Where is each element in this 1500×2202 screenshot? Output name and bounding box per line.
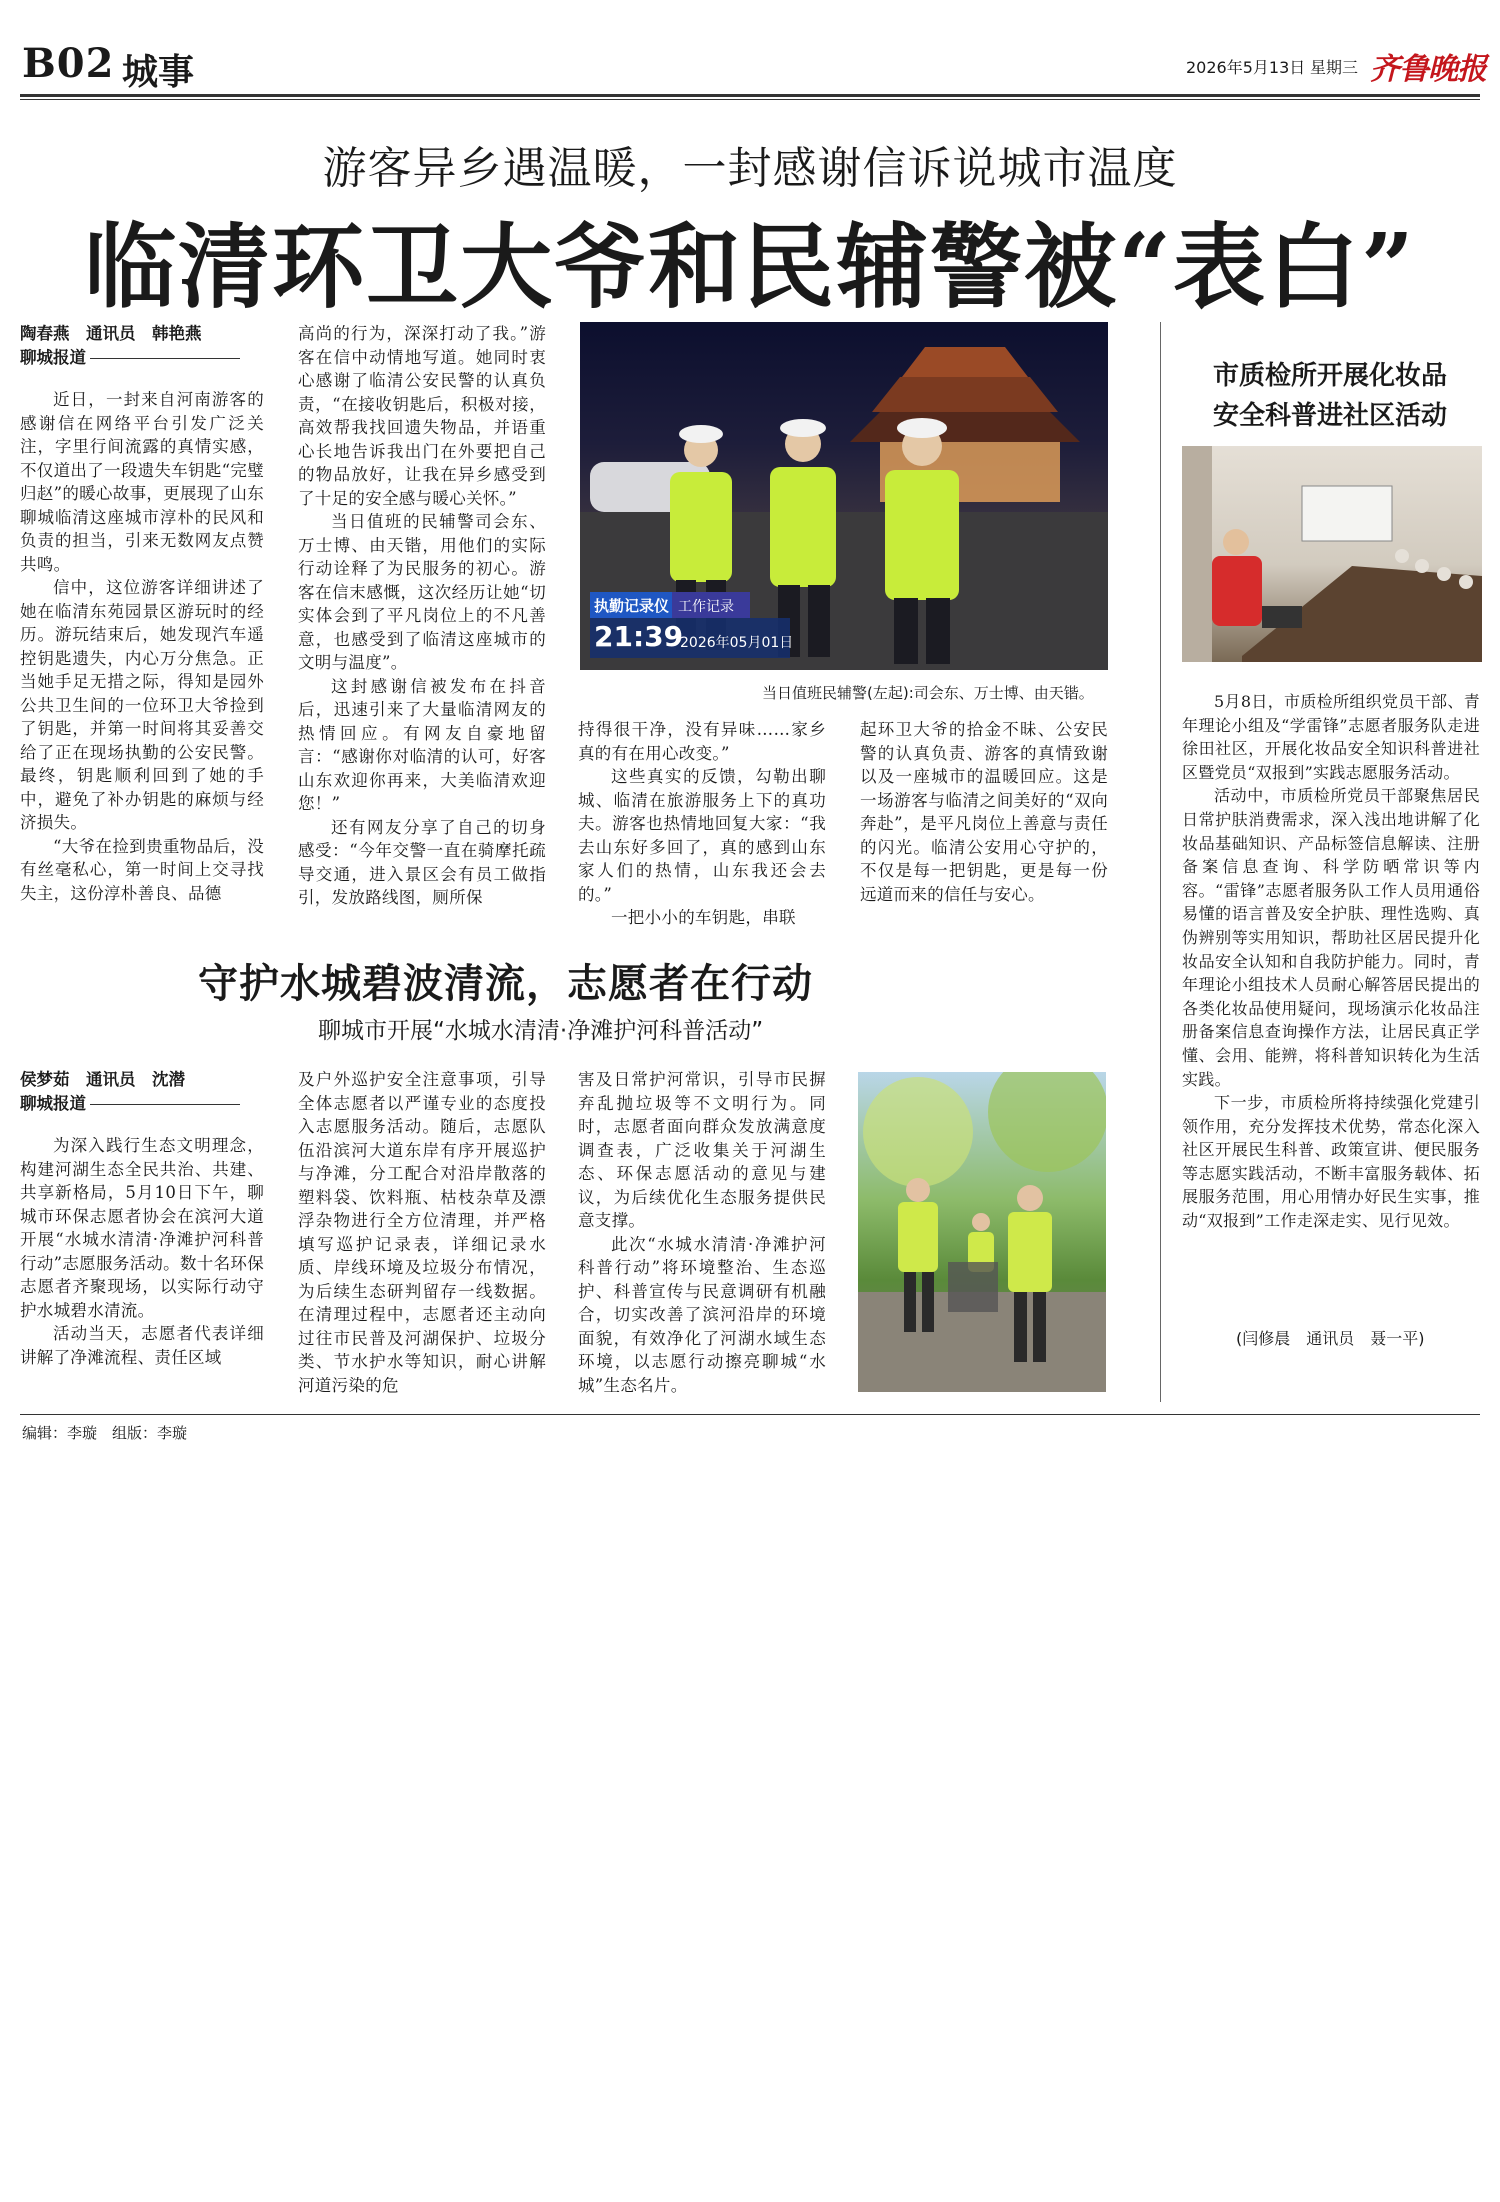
article1-column-4 [860,718,1108,906]
paragraph: 起环卫大爷的拾金不昧、公安民警的认真负责、游客的真情致谢以及一座城市的温暖回应。这是一场游客与临清之间美好的“双向奔赴”，是平凡岗位上善意与责任的闪光。临清公安用心守护的，不仅是每一把钥匙，更是每一份远道而来的信任与安心。 [860,720,1108,904]
article2-byline [20,1068,240,1116]
paragraph: 下一步，市质检所将持续强化党建引领作用，充分发挥技术优势，常态化深入社区开展民生科普、政策宣讲、便民服务等志愿实践活动，不断丰富服务载体、拓展服务范围，用心用情办好民生实事，推动“双报到”工作走深走实、见行见效。 [1182,1093,1480,1231]
paragraph: 及户外巡护安全注意事项，引导全体志愿者以严谨专业的态度投入志愿服务活动。随后，志愿队伍沿滨河大道东岸有序开展巡护与净滩，分工配合对沿岸散落的塑料袋、饮料瓶、枯枝杂草及漂浮杂物进行全方位清理，并严格填写巡护记录表，详细记录水质、岸线环境及垃圾分布情况，为后续生态研判留存一线数据。在清理过程中，志愿者还主动向过往市民普及河湖保护、垃圾分类、节水护水等知识，耐心讲解河道污染的危 [298,1070,546,1395]
page-code: B02 [22,40,115,87]
newspaper-logo: 齐鲁晚报 [1370,52,1486,87]
article1-dateline [20,346,240,370]
paragraph: “大爷在捡到贵重物品后，没有丝毫私心，第一时间上交寻找失主，这份淳朴善良、品德 [20,836,264,903]
article1-author: 陶春燕 通讯员 韩艳燕 [20,324,202,343]
article3-headline-line1: 市质检所开展化妆品 [1212,361,1447,391]
paragraph: 此次“水城水清清·净滩护河科普行动”将环境整治、生态巡护、科普宣传与民意调研有机融合，切实改善了滨河沿岸的环境面貌，有效净化了河湖水域生态环境，以志愿行动擦亮聊城“水城”生态名片。 [578,1234,826,1395]
article2-column-1 [20,1134,264,1369]
recorder-date: 2026年05月01日 [680,635,794,651]
article2-photo [858,1072,1106,1392]
article2-dateline-text: 聊城报道 [20,1094,86,1113]
paragraph: 害及日常护河常识，引导市民摒弃乱抛垃圾等不文明行为。同时，志愿者面向群众发放满意度调查表，广泛收集关于河湖生态、环保志愿活动的意见与建议，为后续优化生态服务提供民意支撑。 [578,1070,826,1230]
article1-byline [20,322,240,370]
paragraph: 近日，一封来自河南游客的感谢信在网络平台引发广泛关注，字里行间流露的真情实感，不仅道出了一段遗失车钥匙“完璧归赵”的暖心故事，更展现了山东聊城临清这座城市淳朴的民风和负责的担当，引来无数网友点赞共鸣。 [20,390,264,574]
night-duty-photo-illustration [580,322,1108,670]
paragraph: 5月8日，市质检所组织党员干部、青年理论小组及“学雷锋”志愿者服务队走进徐田社区，开展化妆品安全知识科普进社区暨党员“双报到”实践志愿服务活动。 [1182,692,1480,782]
paragraph: 这封感谢信被发布在抖音后，迅速引来了大量临清网友的热情回应。有网友自豪地留言：“感谢你对临清的认可，好客山东欢迎你再来，大美临清欢迎您！” [298,676,546,813]
paragraph: 一把小小的车钥匙，串联 [611,908,796,927]
article3-photo [1182,446,1482,662]
article1-column-2 [298,322,546,910]
dateline-underline [90,1104,240,1105]
article2-dateline [20,1092,240,1116]
article2-column-3 [578,1068,826,1397]
community-lecture-photo-illustration [1182,446,1482,662]
footer-rule [20,1414,1480,1415]
article3-headline-line2: 安全科普进社区活动 [1212,401,1447,431]
paragraph: 活动中，市质检所党员干部聚焦居民日常护肤消费需求，深入浅出地讲解了化妆品基础知识、产品标签信息解读、注册备案信息查询、科学防晒常识等内容。“雷锋”志愿者服务队工作人员用通俗易懂的语言普及安全护肤、理性选购、真伪辨别等实用知识，帮助社区居民提升化妆品安全认知和自我防护能力。同时，青年理论小组技术人员耐心解答居民提出的各类化妆品使用疑问，现场演示化妆品注册备案信息查询操作方法，让居民真正学懂、会用、能辨，将科普知识转化为生活实践。 [1182,786,1480,1089]
volunteers-photo-illustration [858,1072,1106,1392]
paragraph: 为深入践行生态文明理念，构建河湖生态全民共治、共建、共享新格局，5月10日下午，聊城市环保志愿者协会在滨河大道开展“水城水清清·净滩护河科普行动”志愿服务活动。数十名环保志愿者齐聚现场，以实际行动守护水城碧水清流。 [20,1136,264,1320]
section-name: 城事 [122,52,195,93]
article2-subheadline: 聊城市开展“水城水清清·净滩护河科普活动” [318,1018,764,1044]
article1-column-1 [20,388,264,905]
paragraph: 这些真实的反馈，勾勒出聊城、临清在旅游服务上下的真功夫。游客也热情地回复大家：“我去山东好多回了，真的感到山东家人们的热情，山东我还会去的。” [578,767,826,904]
header-rule [20,94,1480,97]
article2-column-2 [298,1068,546,1397]
paragraph: 活动当天，志愿者代表详细讲解了净滩流程、责任区域 [20,1324,264,1367]
paragraph: 信中，这位游客详细讲述了她在临清东苑园景区游玩时的经历。游玩结束后，她发现汽车遥控钥匙遗失，内心万分焦急。正当她手足无措之际，得知是园外公共卫生间的一位环卫大爷捡到了钥匙，并第一时间将其妥善交给了正在现场执勤的公安民警。最终，钥匙顺利回到了她的手中，避免了补办钥匙的麻烦与经济损失。 [20,578,264,832]
recorder-tag: 工作记录 [678,599,734,615]
paragraph: 还有网友分享了自己的切身感受：“今年交警一直在骑摩托疏导交通，进入景区会有员工做指引，发放路线图，厕所保 [298,817,546,907]
article1-kicker: 游客异乡遇温暖，一封感谢信诉说城市温度 [322,143,1178,194]
article3-headline [1180,356,1480,436]
header-rule-thin [20,99,1480,100]
article1-dateline-text: 聊城报道 [20,348,86,367]
issue-date: 2026年5月13日 [1186,58,1306,77]
paragraph: 持得很干净，没有异味……家乡真的有在用心改变。” [578,720,826,763]
recorder-time: 21:39 [594,620,684,653]
article2-headline: 守护水城碧波清流，志愿者在行动 [198,960,813,1007]
article1-photo [580,322,1108,670]
article3-signature: (闫修晨 通讯员 聂一平) [1236,1329,1425,1348]
issue-weekday: 星期三 [1310,58,1359,77]
column-divider [1160,322,1161,1402]
article2-author: 侯梦茹 通讯员 沈潜 [20,1070,185,1089]
dateline-underline [90,358,240,359]
paragraph: 当日值班的民辅警司会东、万士博、由天锴，用他们的实际行动诠释了为民服务的初心。游客在信末感慨，这次经历让她“切实体会到了平凡岗位上的不凡善意，也感受到了临清这座城市的文明与温度”。 [298,512,546,672]
paragraph: 高尚的行为，深深打动了我。”游客在信中动情地写道。她同时衷心感谢了临清公安民警的认真负责，“在接收钥匙后，积极对接，高效帮我找回遗失物品，并语重心长地告诉我出门在外要把自己的物品放好，让我在异乡感受到了十足的安全感与暖心关怀。” [298,324,546,508]
editor-credits: 编辑：李璇 组版：李璇 [22,1424,188,1442]
article1-photo-caption: 当日值班民辅警(左起):司会东、万士博、由天锴。 [762,684,1094,702]
article1-column-3 [578,718,826,930]
recorder-label: 执勤记录仪 [594,597,670,615]
article1-headline: 临清环卫大爷和民辅警被“表白” [84,213,1416,321]
article3-body [1182,690,1480,1233]
